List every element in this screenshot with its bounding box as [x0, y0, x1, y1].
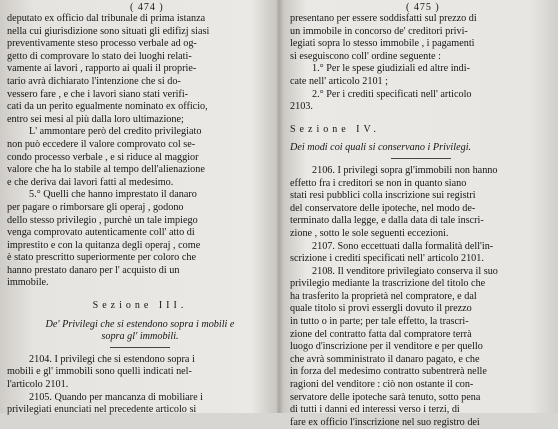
text-line: vamente ai lavori , rapporto ai quali il proprie-: [7, 63, 197, 75]
text-line: hanno prestato danaro per l' acquisto di un: [7, 264, 180, 276]
text-line: entro sei mesi al più dalla loro ultimazione;: [7, 113, 184, 125]
text-line: zione del contratto fatta dal compratore terrà: [290, 328, 472, 340]
section-title: [290, 142, 552, 155]
text-line: servatore delle ipoteche sarà tenuto, sotto pena: [290, 391, 481, 403]
text-line: ragioni del venditore : ciò non ostante il con-: [290, 379, 474, 391]
section-heading: Sezione III.: [92, 300, 188, 312]
text-line: si eseguiscono coll' ordine seguente :: [290, 50, 441, 62]
divider-rule: [391, 158, 451, 159]
text-line: 2108. Il venditore privilegiato conserva il suo: [312, 265, 498, 277]
text-line: un immobile in concorso de' creditori privi-: [290, 25, 468, 37]
divider-rule: [110, 347, 170, 348]
text-line: in forza del medesimo contratto subentrerà nelle: [290, 366, 487, 378]
text-line: effetto fra i creditori se non in quanto siano: [290, 177, 467, 189]
page-number: ( 474 ): [130, 2, 164, 13]
text-line: preventivamente steso processo verbale ad og-: [7, 38, 197, 50]
text-line: valore che ha lo stabile al tempo dell'alienazione: [7, 164, 205, 176]
text-line: l'articolo 2101.: [7, 379, 69, 391]
paragraph-block: [290, 165, 552, 429]
page-body: [7, 13, 273, 417]
text-line: deputato ex officio dal tribunale di prima istanza: [7, 13, 206, 24]
text-line: sopra gl' immobili.: [101, 331, 179, 343]
left-page: [0, 0, 278, 416]
text-line: 2106. I privilegi sopra gl'immobili non hanno: [312, 164, 498, 176]
text-line: De' Privilegi che si estendono sopra i mobili e: [45, 318, 235, 330]
text-line: del conservatore delle ipoteche, nel modo de-: [290, 202, 476, 214]
text-line: 2.° Per i crediti specificati nell' articolo: [312, 88, 472, 100]
text-line: quale titolo si provi essergli dovuto il prezzo: [290, 303, 472, 315]
text-line: che avrà somministrato il danaro pagato, e che: [290, 353, 480, 365]
text-line: L' ammontare però del credito privilegiato: [29, 126, 202, 138]
text-line: 2107. Sono eccettuati dalla formalità dell'in-: [312, 240, 494, 252]
text-line: 2105. Quando per mancanza di mobiliare i: [29, 391, 203, 403]
text-line: dello stesso privilegio , purchè un tale impiego: [7, 214, 198, 226]
paragraph-block: [7, 13, 273, 290]
text-line: 2103.: [290, 101, 313, 113]
text-line: Dei modi coi quali si conservano i Privilegi.: [290, 142, 472, 154]
text-line: 2104. I privilegi che si estendono sopra i: [29, 353, 195, 365]
text-line: 5.° Quelli che hanno imprestato il danaro: [29, 189, 197, 201]
text-line: stati resi pubblici colla inscrizione sui registri: [290, 190, 476, 202]
text-line: scrizione i crediti specificati nell' articolo 2101.: [290, 253, 484, 265]
section-heading: Sezione IV.: [290, 123, 380, 135]
text-line: cate nell' articolo 2101 ;: [290, 75, 389, 87]
text-line: luogo d'inscrizione per il venditore e per quello: [290, 341, 483, 353]
text-line: in tutto o in parte; per tale effetto, la trascri-: [290, 316, 469, 328]
text-line: ha trasferito la proprietà nel compratore, e dal: [290, 290, 477, 302]
text-line: privilegiati enunciati nel precedente articolo si: [7, 404, 197, 416]
page-body: [290, 13, 552, 429]
text-line: venga comprovato autenticamente coll' atto di: [7, 227, 195, 239]
text-line: di tutti i danni ed interessi verso i terzi, di: [290, 404, 460, 416]
text-line: non può eccedere il valore comprovato col se-: [7, 138, 196, 150]
text-line: zione , sotto le sole seguenti eccezioni.: [290, 227, 449, 239]
page-number: ( 475 ): [406, 2, 440, 13]
text-line: condo processo verbale , e si riduce al maggior: [7, 151, 199, 163]
text-line: terminato dalla legge, e dalla data di tale inscri-: [290, 215, 484, 227]
text-line: è stato prescritto superiormente per coloro che: [7, 252, 196, 264]
text-line: nella cui giurisdizione sono situati gli edifizj siasi: [7, 25, 210, 37]
text-line: cati da un perito egualmente nominato ex officio,: [7, 101, 208, 113]
text-line: 1.° Per le spese giudiziali ed altre indi-: [312, 63, 470, 75]
paragraph-block: [7, 354, 273, 417]
right-page: [281, 0, 558, 428]
paragraph-block: [290, 13, 552, 114]
text-line: fare ex officio l'inscrizione nel suo registro dei: [290, 416, 480, 428]
text-line: privilegio mediante la trascrizione del titolo che: [290, 278, 486, 290]
text-line: mobili e gl' immobili sono quelli indicati nel-: [7, 366, 192, 378]
text-line: getto di comprovare lo stato dei luoghi relati-: [7, 50, 192, 62]
text-line: imprestito e con la quitanza degli operaj , come: [7, 239, 201, 251]
text-line: presentano per essere soddisfatti sul prezzo di: [290, 13, 477, 24]
section-title: [7, 319, 273, 344]
text-line: legiati sopra lo stesso immobile , i pagamenti: [290, 38, 475, 50]
text-line: immobile.: [7, 277, 49, 289]
text-line: vessero fare , e che i lavori siano stati verifi-: [7, 88, 189, 100]
text-line: per pagare o rimborsare gli operaj , godono: [7, 201, 184, 213]
text-line: tario avrà dichiarato l'intenzione che si do-: [7, 75, 181, 87]
text-line: e che deriva dai lavori fatti al medesimo.: [7, 176, 174, 188]
